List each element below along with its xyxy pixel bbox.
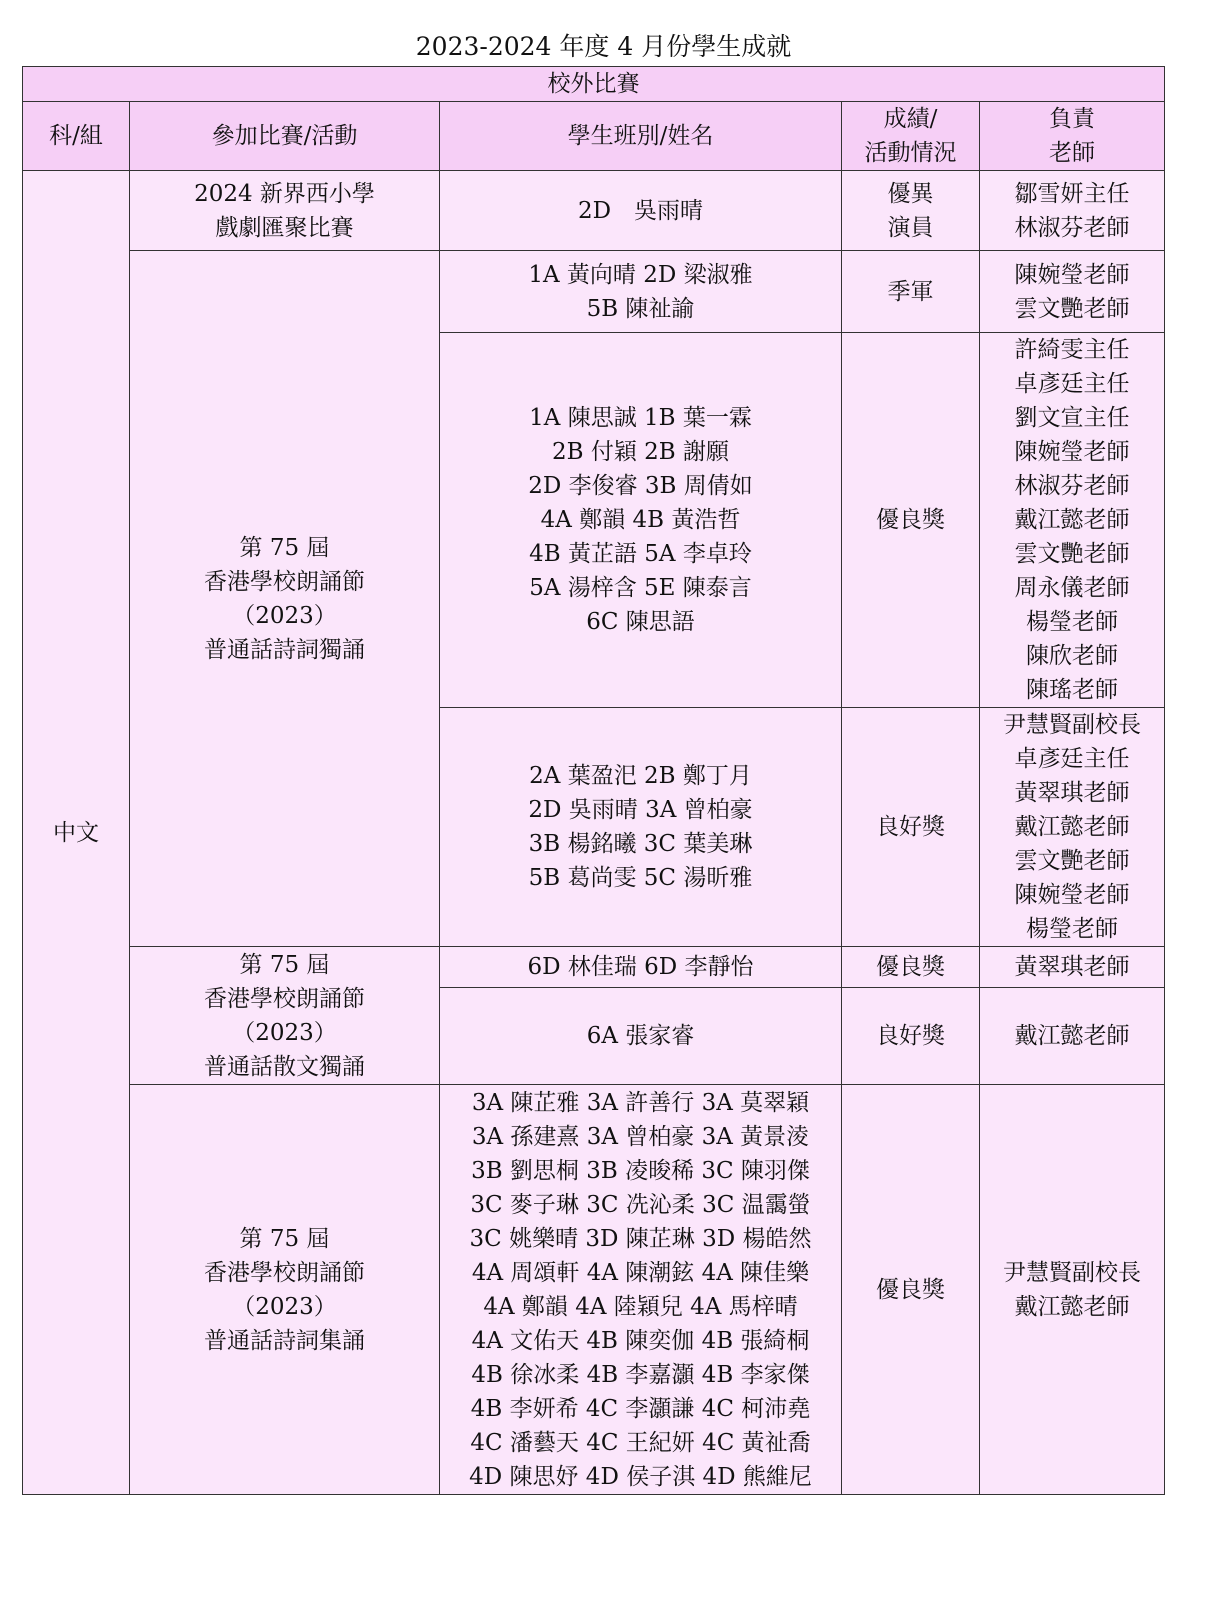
result-cell: 優良獎 — [842, 947, 980, 988]
section-band-row — [23, 67, 1165, 102]
activity-cell: 第 75 屆 香港學校朗誦節 （2023） 普通話散文獨誦 — [130, 947, 440, 1085]
table-row — [23, 1085, 1165, 1495]
header-row — [23, 102, 1165, 171]
teachers-cell: 許綺雯主任 卓彥廷主任 劉文宣主任 陳婉瑩老師 林淑芬老師 戴江懿老師 雲文艷老師 周永儀老師 楊瑩老師 陳欣老師 陳瑤老師 — [980, 333, 1165, 708]
section-title: 校外比賽 — [23, 67, 1165, 102]
teachers-cell: 尹慧賢副校長 卓彥廷主任 黃翠琪老師 戴江懿老師 雲文艷老師 陳婉瑩老師 楊瑩老師 — [980, 708, 1165, 947]
header-teacher: 負責 老師 — [980, 102, 1165, 171]
result-cell: 優良獎 — [842, 1085, 980, 1495]
table-row — [23, 171, 1165, 251]
students-cell: 1A 陳思誠 1B 葉一霖 2B 付穎 2B 謝願 2D 李俊睿 3B 周倩如 4A 鄭韻 4B 黃浩哲 4B 黃芷語 5A 李卓玲 5A 湯梓含 5E 陳泰言 6C 陳思語 — [440, 333, 842, 708]
table-row — [23, 947, 1165, 988]
header-subject: 科/組 — [23, 102, 130, 171]
students-cell: 6A 張家睿 — [440, 988, 842, 1085]
teachers-cell: 尹慧賢副校長 戴江懿老師 — [980, 1085, 1165, 1495]
header-students: 學生班別/姓名 — [440, 102, 842, 171]
table-row — [23, 251, 1165, 333]
teachers-cell: 鄒雪妍主任 林淑芬老師 — [980, 171, 1165, 251]
students-cell: 6D 林佳瑞 6D 李靜怡 — [440, 947, 842, 988]
subject-cell: 中文 — [23, 171, 130, 1495]
students-cell: 3A 陳芷雅 3A 許善行 3A 莫翠穎 3A 孫建熹 3A 曾柏豪 3A 黃景淩 3B 劉思桐 3B 凌晙稀 3C 陳羽傑 3C 麥子琳 3C 冼沁柔 3C 温靄螢 3C 姚樂晴 3D 陳芷琳 3D 楊皓然 4A 周頌軒 4A 陳潮鉉 4A 陳佳樂 4A 鄭韻 4A 陸穎兒 4A 馬梓晴 4A 文佑天 4B 陳奕伽 4B 張綺桐 4B 徐冰柔 4B 李嘉灝 4B 李家傑 4B 李妍希 4C 李灝謙 4C 柯沛堯 4C 潘藝天 4C 王紀妍 4C 黃祉喬 4D 陳思妤 4D 侯子淇 4D 熊維尼 — [440, 1085, 842, 1495]
teachers-cell: 陳婉瑩老師 雲文艷老師 — [980, 251, 1165, 333]
teachers-cell: 黃翠琪老師 — [980, 947, 1165, 988]
teachers-cell: 戴江懿老師 — [980, 988, 1165, 1085]
students-cell: 1A 黃向晴 2D 梁淑雅 5B 陳祉諭 — [440, 251, 842, 333]
students-cell: 2A 葉盈汜 2B 鄭丁月 2D 吳雨晴 3A 曾柏豪 3B 楊銘曦 3C 葉美琳 5B 葛尚雯 5C 湯昕雅 — [440, 708, 842, 947]
activity-cell: 2024 新界西小學 戲劇匯聚比賽 — [130, 171, 440, 251]
result-cell: 良好獎 — [842, 988, 980, 1085]
result-cell: 季軍 — [842, 251, 980, 333]
result-cell: 優良獎 — [842, 333, 980, 708]
activity-cell: 第 75 屆 香港學校朗誦節 （2023） 普通話詩詞獨誦 — [130, 251, 440, 947]
result-cell: 良好獎 — [842, 708, 980, 947]
achievements-table — [22, 66, 1165, 1495]
activity-cell: 第 75 屆 香港學校朗誦節 （2023） 普通話詩詞集誦 — [130, 1085, 440, 1495]
header-result: 成績/ 活動情況 — [842, 102, 980, 171]
result-cell: 優異 演員 — [842, 171, 980, 251]
header-activity: 參加比賽/活動 — [130, 102, 440, 171]
document-title: 2023-2024 年度 4 月份學生成就 — [415, 32, 792, 61]
students-cell: 2D 吳雨晴 — [440, 171, 842, 251]
